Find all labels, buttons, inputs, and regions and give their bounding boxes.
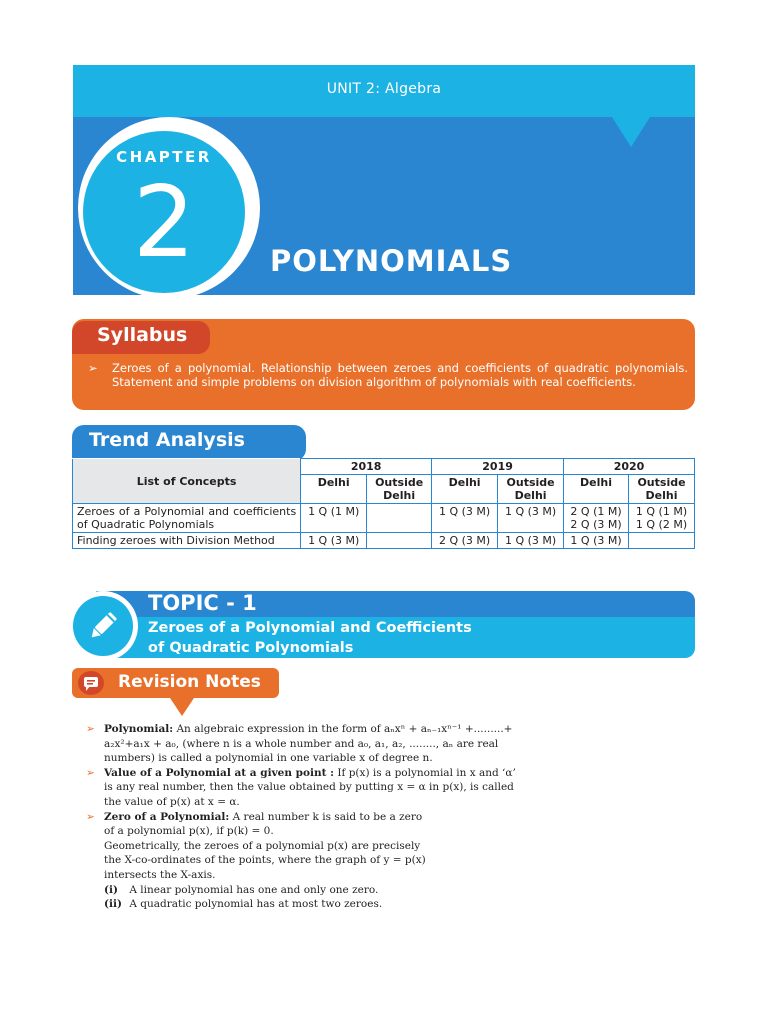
table-row bbox=[73, 504, 695, 533]
arrow-bullet-icon: ➢ bbox=[86, 723, 95, 735]
region-header: Outside Delhi bbox=[629, 475, 695, 504]
note-term: Polynomial: bbox=[104, 723, 174, 735]
trend-analysis-tab bbox=[72, 425, 306, 461]
value-cell: 1 Q (3 M) bbox=[432, 504, 498, 533]
region-header: Delhi bbox=[301, 475, 367, 504]
topic-label: TOPIC - 1 bbox=[148, 591, 257, 615]
arrow-bullet-icon: ➢ bbox=[86, 766, 95, 779]
item-number: (ii) bbox=[104, 898, 122, 911]
table-header-row bbox=[73, 459, 695, 475]
topic-subtitle bbox=[148, 618, 472, 658]
topic-badge bbox=[73, 596, 133, 656]
region-header: Delhi bbox=[564, 475, 629, 504]
arrow-bullet-icon: ➢ bbox=[88, 361, 98, 375]
concept-cell: Finding zeroes with Division Method bbox=[73, 533, 301, 549]
region-header: Outside Delhi bbox=[367, 475, 432, 504]
syllabus-text: Zeroes of a polynomial. Relationship between zeroes and coefficients of quadratic polynomials. Statement and simple problems on division algorithm of polynomials with real coefficients. bbox=[112, 361, 688, 389]
value-cell: 2 Q (1 M) 2 Q (3 M) bbox=[564, 504, 629, 533]
value-cell: 1 Q (3 M) bbox=[498, 504, 564, 533]
topic-subtitle-line: Zeroes of a Polynomial and Coefficients bbox=[148, 620, 472, 636]
note-term: Value of a Polynomial at a given point : bbox=[104, 766, 334, 779]
chapter-label: CHAPTER bbox=[116, 148, 212, 166]
syllabus-tab bbox=[72, 321, 210, 354]
banner-notch bbox=[612, 117, 650, 147]
trend-table bbox=[72, 458, 695, 549]
year-header: 2020 bbox=[564, 459, 695, 475]
value-cell: 1 Q (3 M) bbox=[564, 533, 629, 549]
value-cell bbox=[367, 504, 432, 533]
concept-cell: Zeroes of a Polynomial and coefficients of Quadratic Polynomials bbox=[73, 504, 301, 533]
year-header: 2019 bbox=[432, 459, 564, 475]
region-header: Delhi bbox=[432, 475, 498, 504]
topic-subtitle-line: of Quadratic Polynomials bbox=[148, 640, 354, 656]
note-paragraph: Geometrically, the zeroes of a polynomial p(x) are precisely the X-co-ordinates of the points, where the graph of y = p(x) intersects the X-axis. bbox=[104, 839, 426, 881]
revision-pointer bbox=[170, 698, 194, 716]
arrow-bullet-icon: ➢ bbox=[86, 810, 95, 823]
note-term: Zero of a Polynomial: bbox=[104, 810, 230, 823]
value-cell bbox=[367, 533, 432, 549]
value-cell: 1 Q (3 M) bbox=[498, 533, 564, 549]
value-cell: 1 Q (1 M) 1 Q (2 M) bbox=[629, 504, 695, 533]
item-number: (i) bbox=[104, 883, 118, 896]
item-text: A linear polynomial has one and only one zero. bbox=[129, 883, 379, 896]
concept-column-header: List of Concepts bbox=[73, 459, 301, 504]
pencil-icon bbox=[85, 608, 121, 644]
revision-notes bbox=[86, 722, 522, 912]
list-item bbox=[86, 810, 426, 839]
note-text: A real number k is said to be a zero of a polynomial p(x), if p(k) = 0. bbox=[104, 810, 423, 838]
table-row bbox=[73, 533, 695, 549]
item-text: A quadratic polynomial has at most two zeroes. bbox=[129, 898, 383, 911]
chapter-number: 2 bbox=[132, 166, 196, 280]
revision-notes-tab bbox=[72, 668, 279, 698]
syllabus-content bbox=[88, 361, 688, 389]
syllabus-title: Syllabus bbox=[97, 324, 188, 346]
list-item bbox=[86, 766, 522, 810]
value-cell: 2 Q (3 M) bbox=[432, 533, 498, 549]
unit-title: UNIT 2: Algebra bbox=[326, 81, 442, 97]
list-item bbox=[86, 897, 522, 912]
value-cell bbox=[629, 533, 695, 549]
unit-banner bbox=[73, 65, 695, 117]
value-cell: 1 Q (3 M) bbox=[301, 533, 367, 549]
trend-analysis-title: Trend Analysis bbox=[89, 429, 245, 451]
region-header: Outside Delhi bbox=[498, 475, 564, 504]
note-text: If p(x) is a polynomial in x and ‘α’ is any real number, then the value obtained by putting x = α in p(x), is called the value of p(x) at x = α. bbox=[104, 766, 516, 808]
value-cell: 1 Q (1 M) bbox=[301, 504, 367, 533]
revision-notes-title: Revision Notes bbox=[118, 672, 261, 692]
chapter-title: POLYNOMIALS bbox=[270, 244, 513, 278]
list-item bbox=[86, 883, 522, 898]
chat-icon bbox=[78, 671, 104, 695]
year-header: 2018 bbox=[301, 459, 432, 475]
note-text: An algebraic expression in the form of aₙxⁿ + aₙ₋₁xⁿ⁻¹ +.........+ a₂x²+a₁x + a₀, (where n is a whole number and a₀, a₁, a₂, ........, aₙ are real numbers) is called a polynomial in one variable x of degree n. bbox=[104, 723, 513, 765]
list-item bbox=[86, 722, 522, 766]
